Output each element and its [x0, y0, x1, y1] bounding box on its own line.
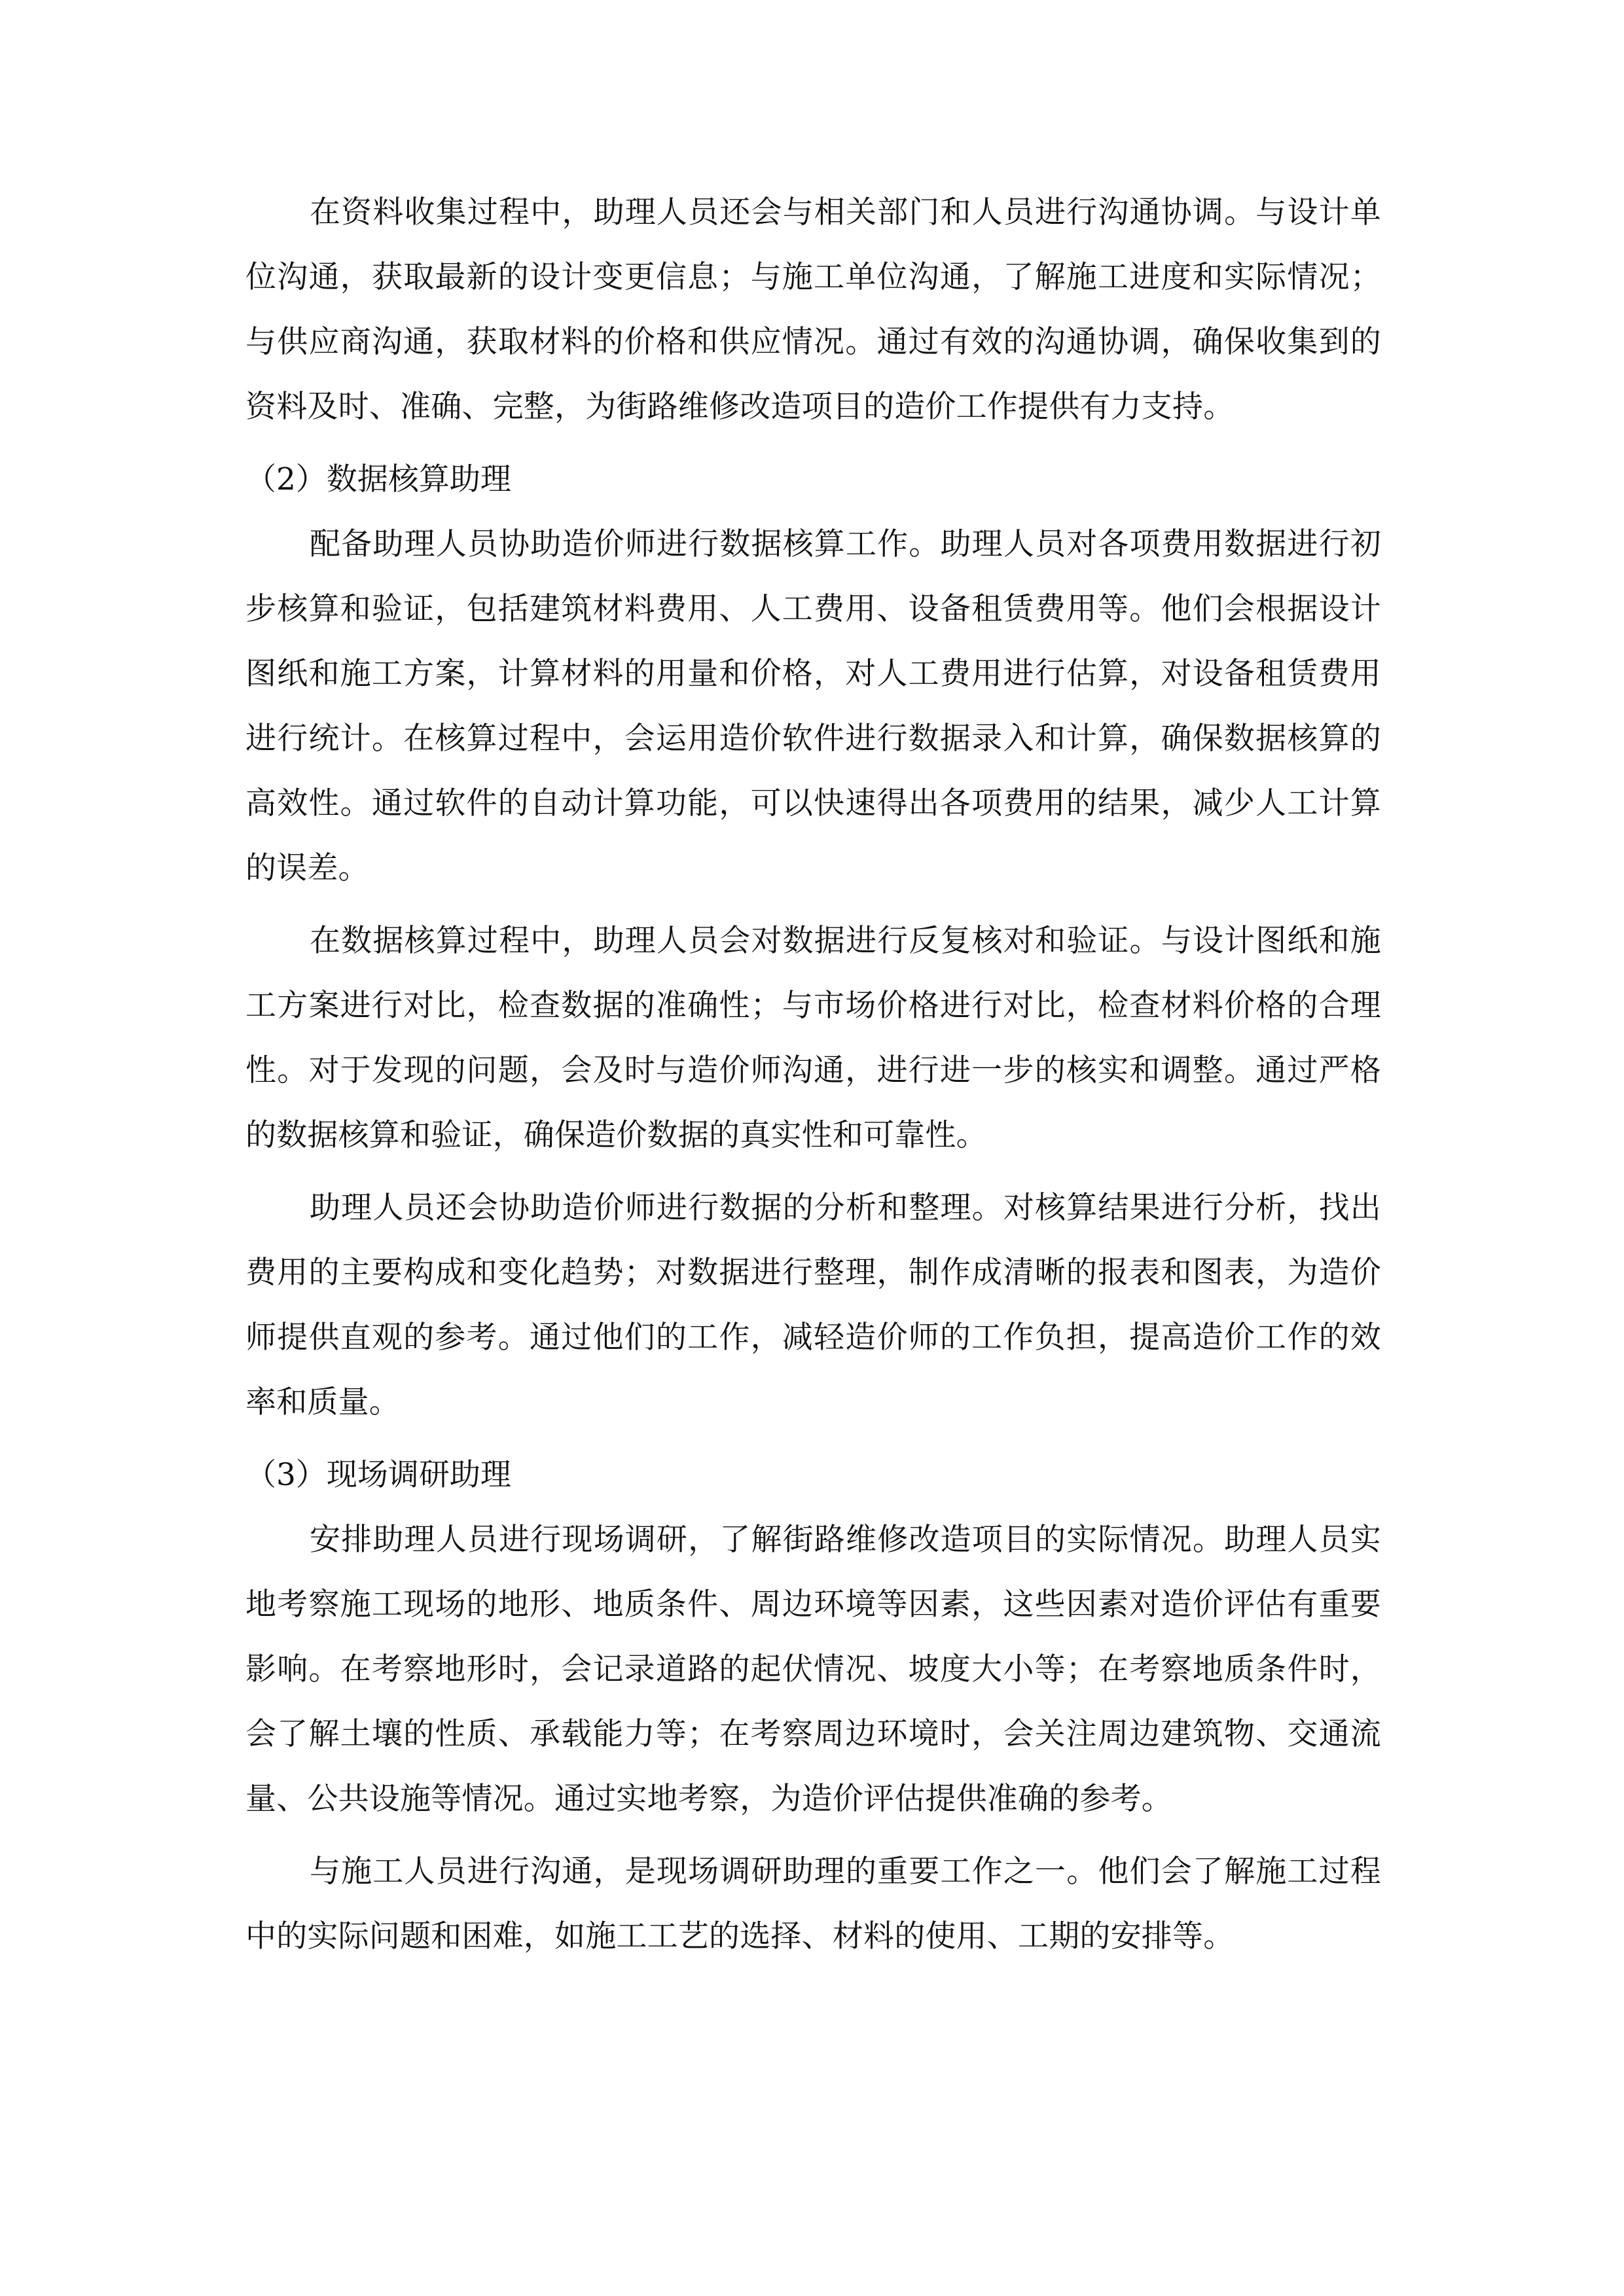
paragraph-data-verification: 在数据核算过程中，助理人员会对数据进行反复核对和验证。与设计图纸和施工方案进行对比，检查数据的准确性；与市场价格进行对比，检查材料价格的合理性。对于发现的问题，会及时与造价师沟通，进行进一步的核实和调整。通过严格的数据核算和验证，确保造价数据的真实性和可靠性。	[245, 923, 1381, 1153]
document-page	[245, 180, 1381, 2144]
section-heading-data-accounting: （2）数据核算助理	[245, 461, 511, 497]
paragraph-data-accounting-intro: 配备助理人员协助造价师进行数据核算工作。助理人员对各项费用数据进行初步核算和验证，包括建筑材料费用、人工费用、设备租赁费用等。他们会根据设计图纸和施工方案，计算材料的用量和价格，对人工费用进行估算，对设备租赁费用进行统计。在核算过程中，会运用造价软件进行数据录入和计算，确保数据核算的高效性。通过软件的自动计算功能，可以快速得出各项费用的结果，减少人工计算的误差。	[245, 526, 1381, 886]
paragraph-data-collection-coordination: 在资料收集过程中，助理人员还会与相关部门和人员进行沟通协调。与设计单位沟通，获取最新的设计变更信息；与施工单位沟通，了解施工进度和实际情况；与供应商沟通，获取材料的价格和供应情况。通过有效的沟通协调，确保收集到的资料及时、准确、完整，为街路维修改造项目的造价工作提供有力支持。	[245, 194, 1381, 425]
paragraph-site-communication: 与施工人员进行沟通，是现场调研助理的重要工作之一。他们会了解施工过程中的实际问题和困难，如施工工艺的选择、材料的使用、工期的安排等。	[245, 1854, 1381, 1954]
section-heading-site-survey: （3）现场调研助理	[245, 1457, 511, 1493]
paragraph-site-survey-intro: 安排助理人员进行现场调研，了解街路维修改造项目的实际情况。助理人员实地考察施工现场的地形、地质条件、周边环境等因素，这些因素对造价评估有重要影响。在考察地形时，会记录道路的起伏情况、坡度大小等；在考察地质条件时，会了解土壤的性质、承载能力等；在考察周边环境时，会关注周边建筑物、交通流量、公共设施等情况。通过实地考察，为造价评估提供准确的参考。	[245, 1522, 1381, 1817]
paragraph-data-analysis: 助理人员还会协助造价师进行数据的分析和整理。对核算结果进行分析，找出费用的主要构成和变化趋势；对数据进行整理，制作成清晰的报表和图表，为造价师提供直观的参考。通过他们的工作，减轻造价师的工作负担，提高造价工作的效率和质量。	[245, 1190, 1381, 1420]
